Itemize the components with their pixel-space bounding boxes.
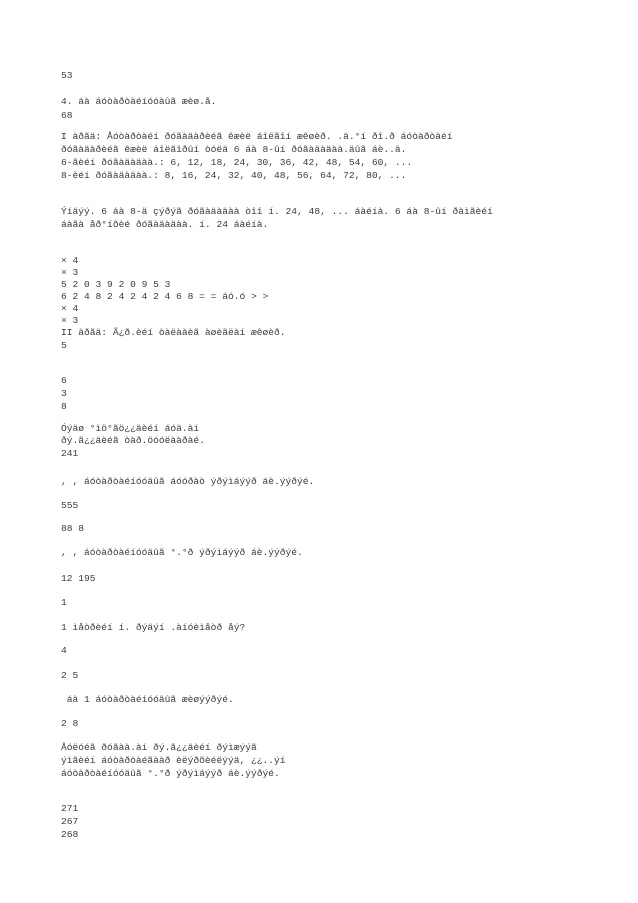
text-line: 555 [61,500,79,511]
text-line: 268 [61,829,79,840]
text-line: 2 5 [61,670,79,681]
text-line: , , áóòàðòàéíóóäûã °.°ð ýðýìáýýð áè.ýýðýé. [61,547,303,558]
text-line: ðý.ã¿¿äèéã òàð.öóóëààðàé. [61,435,205,446]
text-line: 241 [61,448,79,459]
text-line: 2 8 [61,718,79,729]
text-line: , , áóòàðòàéíóóäûã áóóðàò ýðýìáýýð áè.ýýðýé. [61,476,315,487]
text-line: 6-ãèéí ðóãàäàäàà.: 6, 12, 18, 24, 30, 36, 42, 48, 54, 60, ... [61,157,413,168]
text-line: 8-èéí ðóãàäàäàà.: 8, 16, 24, 32, 40, 48, 56, 64, 72, 80, ... [61,170,407,181]
text-line: II àðãä: Ã¿ð.èéí òàëààèã àøèãëàí æêøèð. [61,327,286,338]
text-line: 4. áà áóòàðòàéíóóàûã æèø.å. [61,96,217,107]
text-line: ðóãàäàðèéã êæèë áîëãîðûí òóëä 6 áà 8-ûí ðóãàäàäàà.äûã áè..ä. [61,144,407,155]
text-line: Ýíäýý. 6 áà 8-ä çýðýã ðóãàäàäàà òîî í. 24, 48, ... áàéíà. 6 áà 8-ûí ðàìãèéí [61,206,493,217]
text-line: áà 1 áóòàðòàéíóóäûã æèøýýðýé. [61,694,234,705]
text-line: 271 [61,803,79,814]
text-line: 4 [61,645,67,656]
text-line: ýìãèéí áóòàðòàéãààð èëýðõèéëýýä, ¿¿..ýí [61,755,286,766]
text-line: 68 [61,110,73,121]
text-line: 12 195 [61,573,96,584]
text-line: Óýäø °ìö°ãö¿¿äèéí áóä.àí [61,423,200,434]
text-line: × 4 [61,303,79,314]
text-line: 53 [61,70,73,81]
text-line: Åóëóéã ðóãàà.àí ðý.ã¿¿äèéí ðýìæýýã [61,742,257,753]
text-line: × 3 [61,315,79,326]
text-line: 88 8 [61,523,85,534]
text-line: 267 [61,816,79,827]
text-line: 1 [61,597,67,608]
text-line: 5 2 0 3 9 2 0 9 5 3 [61,279,171,290]
text-line: I àðãä: Åóòàðòàéí ðóãàäàðèéã êæèë áîëãîí æêøèð. .ä.°í ðî.ð áóòàðòàéí [61,131,453,142]
text-line: 1 ìåòðèéí í. ðýäýí .àíóèìåòð åý? [61,622,246,633]
text-line: × 3 [61,267,79,278]
text-line: 3 [61,388,67,399]
text-line: 8 [61,401,67,412]
text-line: 6 [61,375,67,386]
text-line: áóòàðòàéíóóäûã °.°ð ýðýìáýýð áè.ýýðýé. [61,768,280,779]
text-line: 5 [61,340,67,351]
text-line: áàãà åð°íõèé ðóãàäàäàà. í. 24 áàéíà. [61,219,269,230]
text-line: × 4 [61,255,79,266]
text-line: 6 2 4 8 2 4 2 4 2 4 6 8 = = áó.ó > > [61,291,269,302]
